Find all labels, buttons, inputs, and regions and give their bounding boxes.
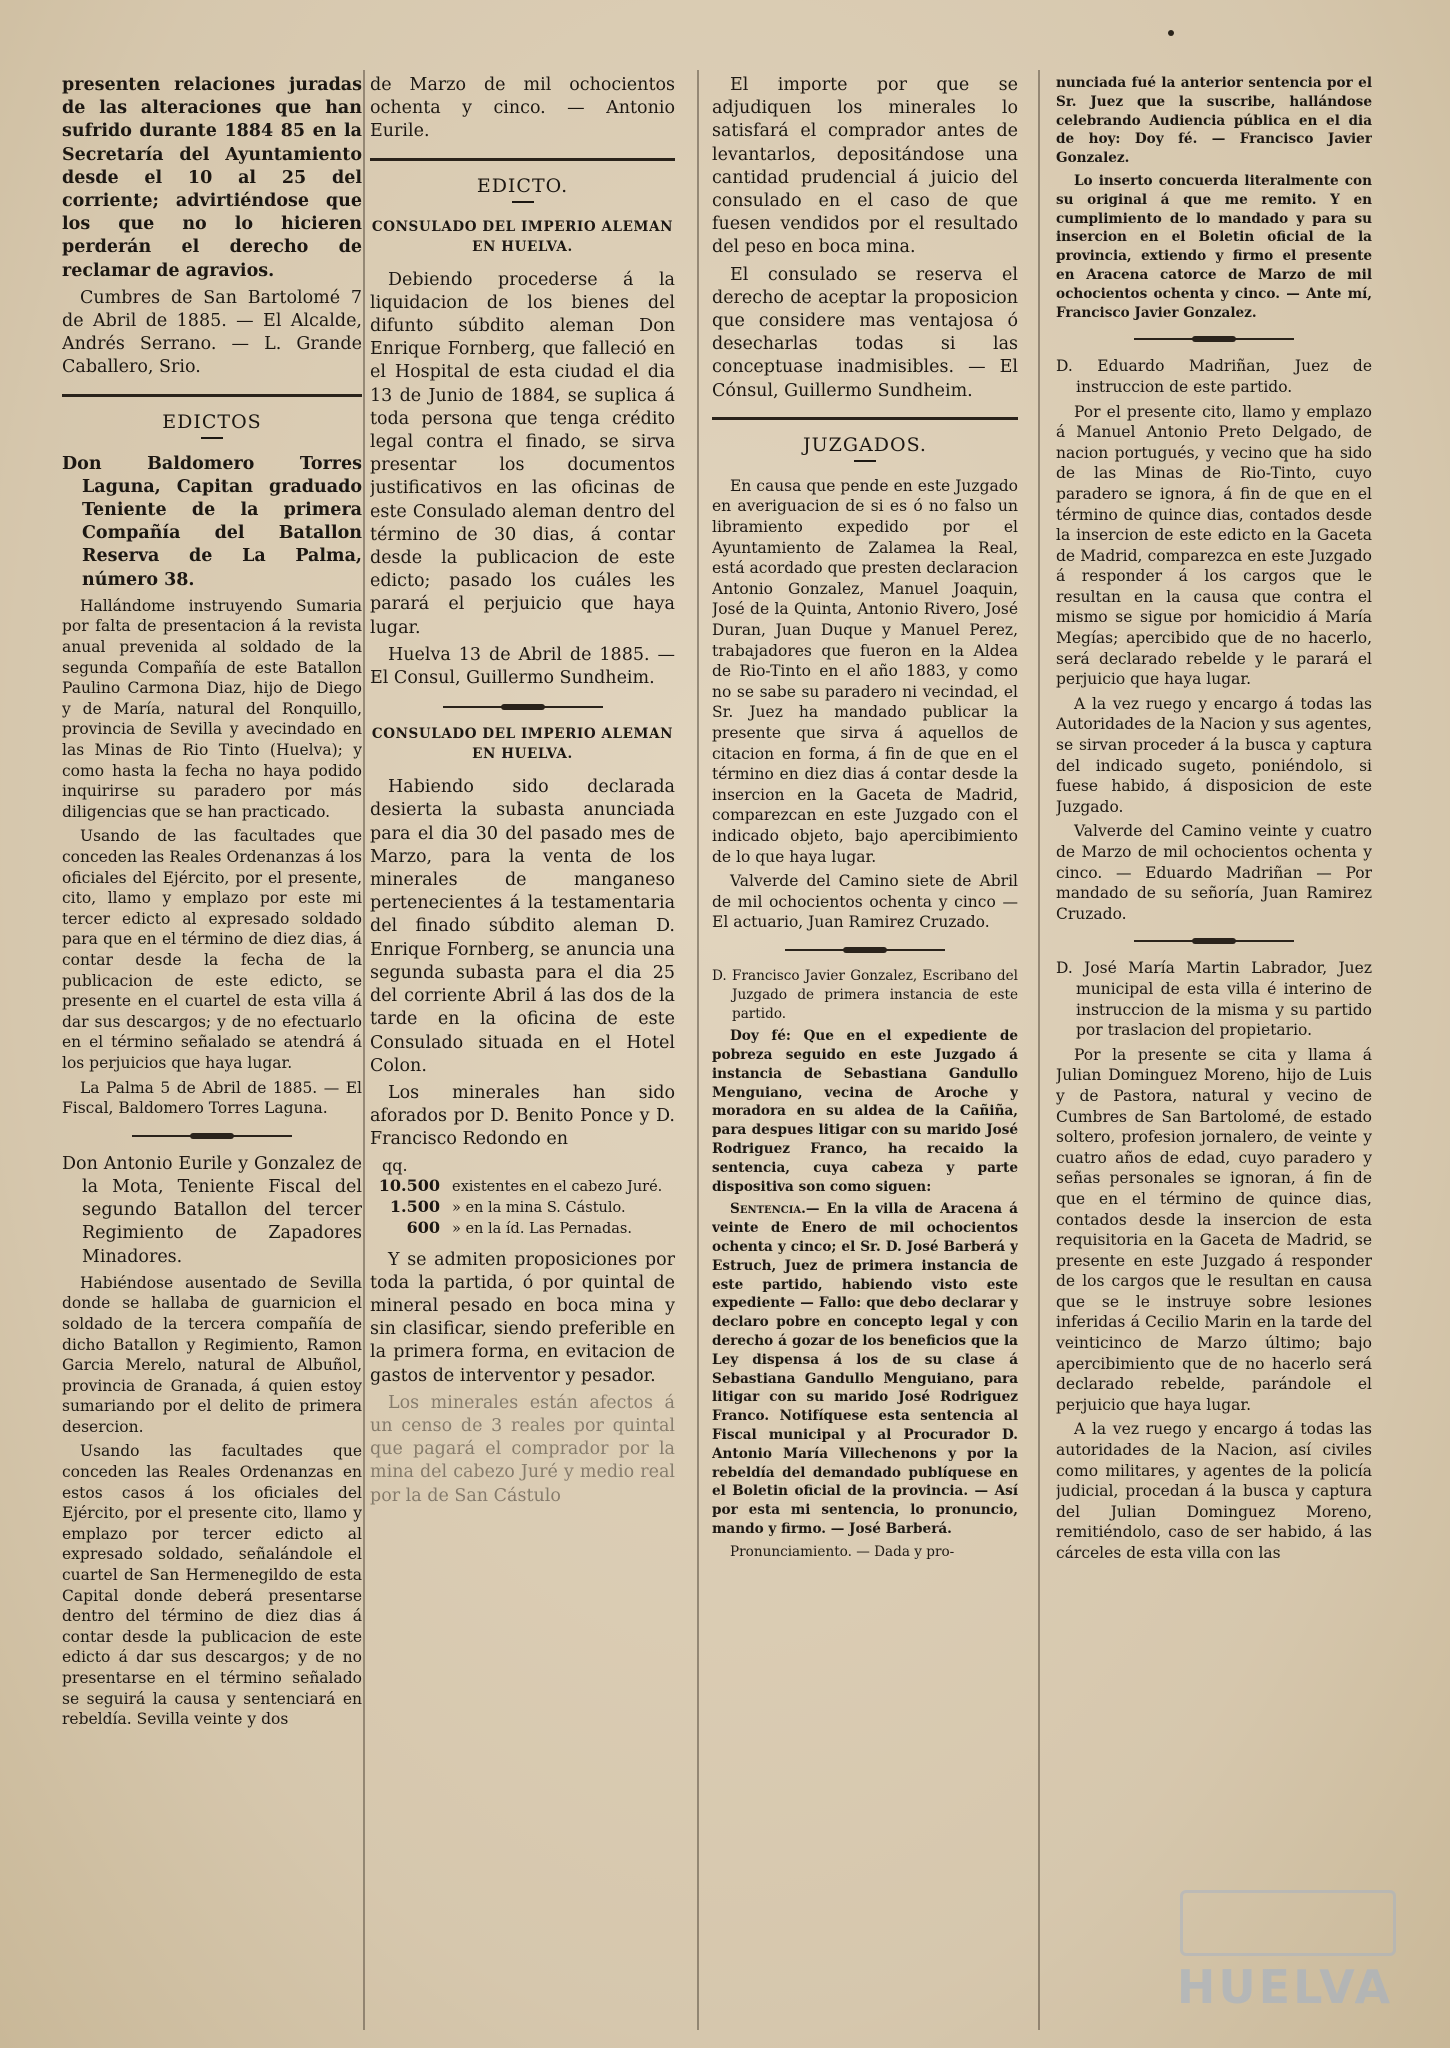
sentence-text: — En la villa de Aracena á veinte de Enero de mil ochocientos ochenta y cinco; el Sr. D. José Barberá y Estruch, Juez de primera instancia de este partido, habiendo visto este expediente — Fallo: que debo declarar y declaro pobre en concepto legal y con derecho á gozar de los beneficios que la Ley dispensa á los de su clase á Sebastiana Gandullo Menguiano, para litigar con su marido José Rodriguez Franco. Notifíquese esta sentencia al Fiscal municipal y al Procurador D. Antonio María Villechenons y por la rebeldía del demandado publíquese en el Boletin oficial de la provincia. — Así por esta mi sentencia, lo pronuncio, mando y firmo. — José Barberá. — [712, 1201, 1018, 1538]
archive-logo-icon — [1180, 1890, 1396, 1956]
ornament-rule — [1134, 338, 1294, 340]
paragraph: Y se admiten proposiciones por toda la partida, ó por quintal de mineral pesado en boca mina y sin clasificar, siendo preferible en la primera forma, en evitacion de gastos de interventor y pesador. — [370, 1249, 675, 1386]
signature: Huelva 13 de Abril de 1885. — El Consul, Guillermo Sundheim. — [370, 644, 675, 689]
qty: 600 — [406, 1217, 440, 1237]
paragraph: Por la presente se cita y llama á Julian Dominguez Moreno, hijo de Luis y de Pastora, natural y vecino de Cumbres de San Bartolomé, de estado soltero, profesion jornalero, de veinte y cuatro años de edad, cuyo paradero y señas personales se ignoran, á fin de que en el término de quince dias, contados desde la insercion de esta requisitoria en la Gaceta de Madrid, se presente en este Juzgado á responder de los cargos que le resultan en causa que se le instruye sobre lesiones inferidas á Cecilio Marin en la tarde del veinticinco de Marzo último; bajo apercibimiento que de no hacerlo será declarado rebelde, parándole el perjuicio que haya lugar. — [1056, 1045, 1372, 1414]
column-divider — [363, 70, 365, 2030]
heading-dash — [854, 460, 876, 462]
ornament-rule — [785, 949, 945, 951]
paragraph: El importe por que se adjudiquen los minerales lo satisfará el comprador antes de levantarlos, depositándose una cantidad prudencial á juicio del consulado en el caso de que fuesen vendidos por el resultado del peso en boca mina. — [712, 75, 1018, 258]
paragraph: El consulado se reserva el derecho de aceptar la proposicion que considere mas ventajosa ó desecharlas todas si las conceptuase inadmisibles. — El Cónsul, Guillermo Sundheim. — [712, 264, 1018, 401]
paragraph: Doy fé: Que en el expediente de pobreza seguido en este Juzgado á instancia de Sebastiana Gandullo Menguiano, vecina de Aroche y moradora en su aldea de la Cañiña, para despues litigar con su marido José Rodriguez Franco, ha recaido la sentencia, cuya cabeza y parte dispositiva son como siguen: — [712, 1028, 1018, 1195]
ink-dot — [1168, 30, 1174, 36]
table-row — [376, 1176, 675, 1197]
paragraph: Hallándome instruyendo Sumaria por falta de presentacion á la revista anual prevenida al soldado de la segunda Compañía de este Batallon Paulino Carmona Diaz, hijo de Diego y de María, natural del Ronquillo, provincia de Sevilla y avecindado en las Minas de Rio Tinto (Huelva); y como hasta la fecha no haya podido inquirirse su paradero por más diligencias que se han practicado. — [62, 596, 362, 821]
section-rule — [712, 417, 1018, 420]
paragraph: de Marzo de mil ochocientos ochenta y cinco. — Antonio Eurile. — [370, 75, 675, 142]
column-2 — [370, 74, 675, 2034]
qty: 10.500 — [378, 1175, 440, 1195]
paragraph: Usando las facultades que conceden las Reales Ordenanzas en estos casos á los oficiales del Ejército, por el presente cito, llamo y emplazo por tercer edicto al expresado soldado, señalándole el cuartel de San Hermenegildo de esta Capital donde deberá presentarse dentro del término de diez dias á contar desde la publicacion de este edicto á dar sus descargos; y de no presentarse en el término señalado se seguirá la causa y sentenciará en rebeldía. Sevilla veinte y dos — [62, 1442, 362, 1729]
section-rule — [370, 158, 675, 161]
heading-dash — [201, 437, 223, 439]
notice-heading: Don Baldomero Torres Laguna, Capitan graduado Teniente de la primera Compañía del Batallon Reserva de La Palma, número 38. — [62, 453, 362, 590]
desc: » en la mina S. Cástulo. — [452, 1199, 626, 1216]
paragraph: En causa que pende en este Juzgado en averiguacion de si es ó no falso un libramiento expedido por el Ayuntamiento de Zalamea la Real, está acordado que presten declaracion Antonio Gonzalez, Manuel Joaquin, José de la Quinta, Antonio Rivero, José Duran, Juan Duque y Manuel Perez, trabajadores que fueron en la Aldea de Rio-Tinto en el año 1883, y como no se sabe su paradero ni vecindad, el Sr. Juez ha mandado publicar la presente que sirva á aquellos de citacion en forma, á fin de que en el término en diez dias á contar desde la insercion en la Gaceta de Madrid, comparezcan en este Juzgado con el indicado objeto, bajo apercibimiento de lo que haya lugar. — [712, 476, 1018, 866]
consulate-heading: CONSULADO DEL IMPERIO ALEMAN EN HUELVA. — [371, 726, 674, 763]
paragraph: presenten relaciones juradas de las alteraciones que han sufrido durante 1884 85 en la Secretaría del Ayuntamiento desde el 10 al 25 del corriente; advirtiéndose que los que no lo hicieren perderán el derecho de reclamar de agravios. — [62, 75, 362, 281]
paragraph: Habiéndose ausentado de Sevilla donde se hallaba de guarnicion el soldado de la tercera compañía de dicho Batallon y Regimiento, Ramon Garcia Merelo, natural de Albuñol, provincia de Granada, á quien estoy sumariando por el delito de primera desercion. — [62, 1273, 362, 1436]
signature: Valverde del Camino veinte y cuatro de Marzo de mil ochocientos ochenta y cinco. — Eduardo Madriñan — Por mandado de su señoría, Juan Ramirez Cruzado. — [1056, 822, 1372, 923]
notice-heading: Don Antonio Eurile y Gonzalez de la Mota, Teniente Fiscal del segundo Batallon del tercer Regimiento de Zapadores Minadores. — [62, 1153, 362, 1267]
section-heading: EDICTO. — [476, 174, 569, 197]
paragraph: Pronunciamiento. — Dada y pro- — [730, 1543, 955, 1560]
column-1 — [62, 74, 362, 2034]
paragraph: Los minerales están afectos á un censo de 3 reales por quintal que pagará el comprador por la mina del cabezo Juré y medio real por la de San Cástulo — [370, 1392, 675, 1506]
paragraph: Lo inserto concuerda literalmente con su original á que me remito. Y en cumplimiento de lo mandado y para su insercion en el Boletin oficial de la provincia, extiendo y firmo el presente en Aracena catorce de Marzo de mil ochocientos ochenta y cinco. — Ante mí, Francisco Javier Gonzalez. — [1056, 172, 1372, 321]
archive-watermark: HUELVA — [1176, 1960, 1394, 2014]
paragraph: Debiendo procederse á la liquidacion de los bienes del difunto súbdito aleman Don Enrique Fornberg, que falleció en el Hospital de esta ciudad el dia 13 de Junio de 1884, se suplica á toda persona que tenga crédito legal contra el finado, se sirva presentar los documentos justificativos en las oficinas de este Consulado aleman dentro del término de 30 dias, á contar desde la publicacion de este edicto; pasado los cuáles les parará el perjuicio que haya lugar. — [370, 269, 675, 638]
notice-heading: D. José María Martin Labrador, Juez municipal de esta villa é interino de instruccion de la misma y su partido por traslacion del propietario. — [1056, 959, 1372, 1040]
desc: existentes en el cabezo Juré. — [452, 1178, 663, 1195]
paragraph: Usando de las facultades que conceden las Reales Ordenanzas á los oficiales del Ejército, por el presente, cito, llamo y emplazo por este mi tercer edicto al expresado soldado para que en el término de diez dias, á contar desde la fecha de la publicacion de este edicto, se presente en el cuartel de esta villa á dar sus descargos; y de no efectuarlo en el término señalado se atendrá á los perjuicios que haya lugar. — [62, 827, 362, 1072]
signature: La Palma 5 de Abril de 1885. — El Fiscal, Baldomero Torres Laguna. — [62, 1078, 362, 1118]
notice-heading: D. Eduardo Madriñan, Juez de instruccion de este partido. — [1056, 357, 1372, 396]
paragraph: Por el presente cito, llamo y emplazo á Manuel Antonio Preto Delgado, de nacion portugués, y vecino que ha sido de las Minas de Rio-Tinto, cuyo paradero se ignora, á fin de que en el término de quince dias, contados desde la insercion de este edicto en la Gaceta de Madrid, comparezca en este Juzgado á responder á los cargos que le resultan en la causa que contra el mismo se sigue por homicidio á María Megías; apercibido que de no hacerlo, será declarado rebelde y le parará el perjuicio que haya lugar. — [1056, 402, 1372, 689]
sentence-label: Sentencia. — [730, 1201, 806, 1218]
paragraph — [712, 1200, 1018, 1538]
paragraph: Cumbres de San Bartolomé 7 de Abril de 1885. — El Alcalde, Andrés Serrano. — L. Grande Caballero, Srio. — [62, 287, 362, 378]
signature: Valverde del Camino siete de Abril de mil ochocientos ochenta y cinco — El actuario, Juan Ramirez Cruzado. — [712, 872, 1018, 932]
qty: 1.500 — [389, 1196, 440, 1216]
table-unit: qq. — [382, 1155, 408, 1175]
paragraph: Los minerales han sido aforados por D. Benito Ponce y D. Francisco Redondo en — [370, 1082, 675, 1150]
table-row — [376, 1197, 675, 1218]
section-rule — [62, 394, 362, 397]
section-heading: JUZGADOS. — [803, 433, 927, 456]
ornament-rule — [443, 706, 603, 708]
column-divider — [1038, 70, 1040, 2030]
table-row — [376, 1218, 675, 1239]
column-4 — [1056, 74, 1372, 2034]
column-divider — [697, 70, 699, 2030]
paragraph: Habiendo sido declarada desierta la subasta anunciada para el dia 30 del pasado mes de Marzo, para la venta de los minerales de manganeso pertenecientes á la testamentaria del finado súbdito aleman D. Enrique Fornberg, se anuncia una segunda subasta para el dia 25 del corriente Abril á las dos de la tarde en la oficina de este Consulado situada en el Hotel Colon. — [370, 777, 675, 1076]
consulate-heading: CONSULADO DEL IMPERIO ALEMAN EN HUELVA. — [371, 218, 674, 255]
heading-dash — [512, 201, 534, 203]
section-heading: EDICTOS — [162, 410, 262, 433]
ornament-rule — [132, 1135, 292, 1137]
paragraph: A la vez ruego y encargo á todas las autoridades de la Nacion, así civiles como militares, y agentes de la policía judicial, procedan á la busca y captura del Julian Dominguez Moreno, remitiéndolo, caso de ser habido, á las cárceles de esta villa con las — [1056, 1420, 1372, 1563]
paragraph: A la vez ruego y encargo á todas las Autoridades de la Nacion y sus agentes, se sirvan proceder á la busca y captura del indicado sugeto, poniéndolo, si fuese habido, á disposicion de este Juzgado. — [1056, 694, 1372, 816]
column-3 — [712, 74, 1018, 2034]
paragraph: nunciada fué la anterior sentencia por el Sr. Juez que la suscribe, hallándose celebrando Audiencia pública en el dia de hoy: Doy fé. — Francisco Javier Gonzalez. — [1056, 75, 1372, 167]
desc: » en la íd. Las Pernadas. — [452, 1220, 632, 1237]
minerals-table — [376, 1156, 675, 1239]
notice-heading: D. Francisco Javier Gonzalez, Escribano del Juzgado de primera instancia de este partido. — [712, 967, 1018, 1022]
ornament-rule — [1134, 940, 1294, 942]
